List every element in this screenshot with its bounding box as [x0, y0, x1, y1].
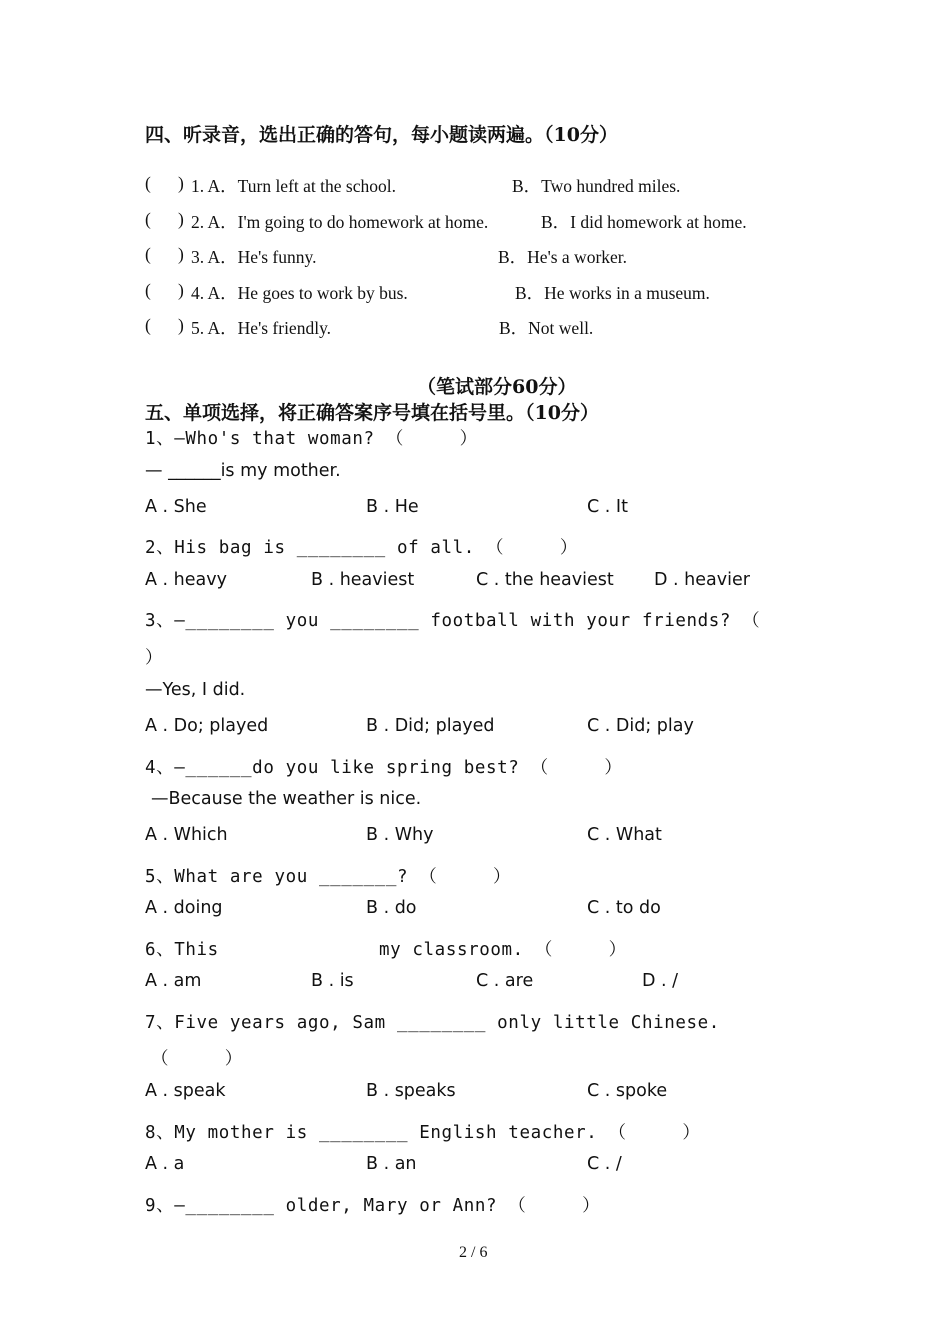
option-a: A . She [145, 497, 207, 517]
answer-paren-open: ( [145, 209, 151, 229]
question-3-line2: —Yes, I did. [145, 680, 246, 700]
option-b: B . do [366, 898, 417, 918]
answer-paren-open: ( [145, 280, 151, 300]
answer-paren-close: ) [178, 173, 184, 193]
option-a: A . am [145, 971, 202, 991]
answer-paren-open: ( [145, 315, 151, 335]
question-4-line2: —Because the weather is nice. [151, 789, 422, 809]
option-b: B . Did; played [366, 716, 495, 736]
question-7-stem-continued: （ ） [151, 1049, 243, 1069]
option-c: C . to do [587, 898, 661, 918]
option-b: B．He works in a museum. [515, 283, 710, 303]
option-a: A . speak [145, 1081, 226, 1101]
option-c: C . / [587, 1154, 622, 1174]
option-d: D . / [642, 971, 679, 991]
answer-paren-close: ) [178, 315, 184, 335]
option-c: C . are [476, 971, 534, 991]
option-b: B．I did homework at home. [541, 212, 747, 232]
answer-paren-close: ) [178, 280, 184, 300]
option-b: B . heaviest [311, 570, 415, 590]
question-6-stem: 6、This [145, 940, 219, 960]
option-b: B . is [311, 971, 354, 991]
option-a: A . a [145, 1154, 185, 1174]
option-c: C . Did; play [587, 716, 694, 736]
option-b: B . an [366, 1154, 417, 1174]
option-a: 1. A．Turn left at the school. [191, 176, 396, 196]
question-6-stem-rest: my classroom. （ ） [379, 940, 627, 960]
question-3-stem: 3、—________ you ________ football with your friends? （ [145, 611, 761, 631]
answer-paren-open: ( [145, 244, 151, 264]
option-a: 2. A．I'm going to do homework at home. [191, 212, 489, 232]
option-b: B．Not well. [499, 318, 594, 338]
option-b: B．Two hundred miles. [512, 176, 681, 196]
answer-paren-close: ) [178, 209, 184, 229]
option-a: A . Which [145, 825, 228, 845]
option-a: 4. A．He goes to work by bus. [191, 283, 408, 303]
question-1-line2: — ______is my mother. [145, 461, 341, 481]
option-b: B . He [366, 497, 419, 517]
question-1-stem: 1、—Who's that woman? （ ） [145, 429, 478, 449]
question-3-stem-continued: ） [145, 648, 164, 668]
option-d: D . heavier [654, 570, 750, 590]
answer-paren-open: ( [145, 173, 151, 193]
option-c: C . What [587, 825, 662, 845]
question-5-stem: 5、What are you _______? （ ） [145, 867, 512, 887]
section-5-title: 五、单项选择，将正确答案序号填在括号里。（10分） [145, 402, 599, 424]
option-a: A . Do; played [145, 716, 269, 736]
option-a: A . doing [145, 898, 223, 918]
question-9-stem: 9、—________ older, Mary or Ann? （ ） [145, 1196, 601, 1216]
question-8-stem: 8、My mother is ________ English teacher. （ ） [145, 1123, 701, 1143]
written-part-heading: （笔试部分60分） [417, 376, 577, 398]
page-number: 2 / 6 [459, 1244, 488, 1261]
option-a: A . heavy [145, 570, 227, 590]
question-2-stem: 2、His bag is ________ of all. （ ） [145, 538, 578, 558]
option-c: C . It [587, 497, 628, 517]
option-b: B . Why [366, 825, 434, 845]
option-c: C . the heaviest [476, 570, 614, 590]
option-a: 5. A．He's friendly. [191, 318, 332, 338]
answer-paren-close: ) [178, 244, 184, 264]
option-b: B . speaks [366, 1081, 456, 1101]
section-4-title: 四、听录音，选出正确的答句，每小题读两遍。（10分） [145, 124, 618, 146]
option-b: B．He's a worker. [498, 247, 628, 267]
option-c: C . spoke [587, 1081, 668, 1101]
question-7-stem: 7、Five years ago, Sam ________ only little Chinese. [145, 1013, 720, 1033]
option-a: 3. A．He's funny. [191, 247, 317, 267]
question-4-stem: 4、—______do you like spring best? （ ） [145, 758, 623, 778]
